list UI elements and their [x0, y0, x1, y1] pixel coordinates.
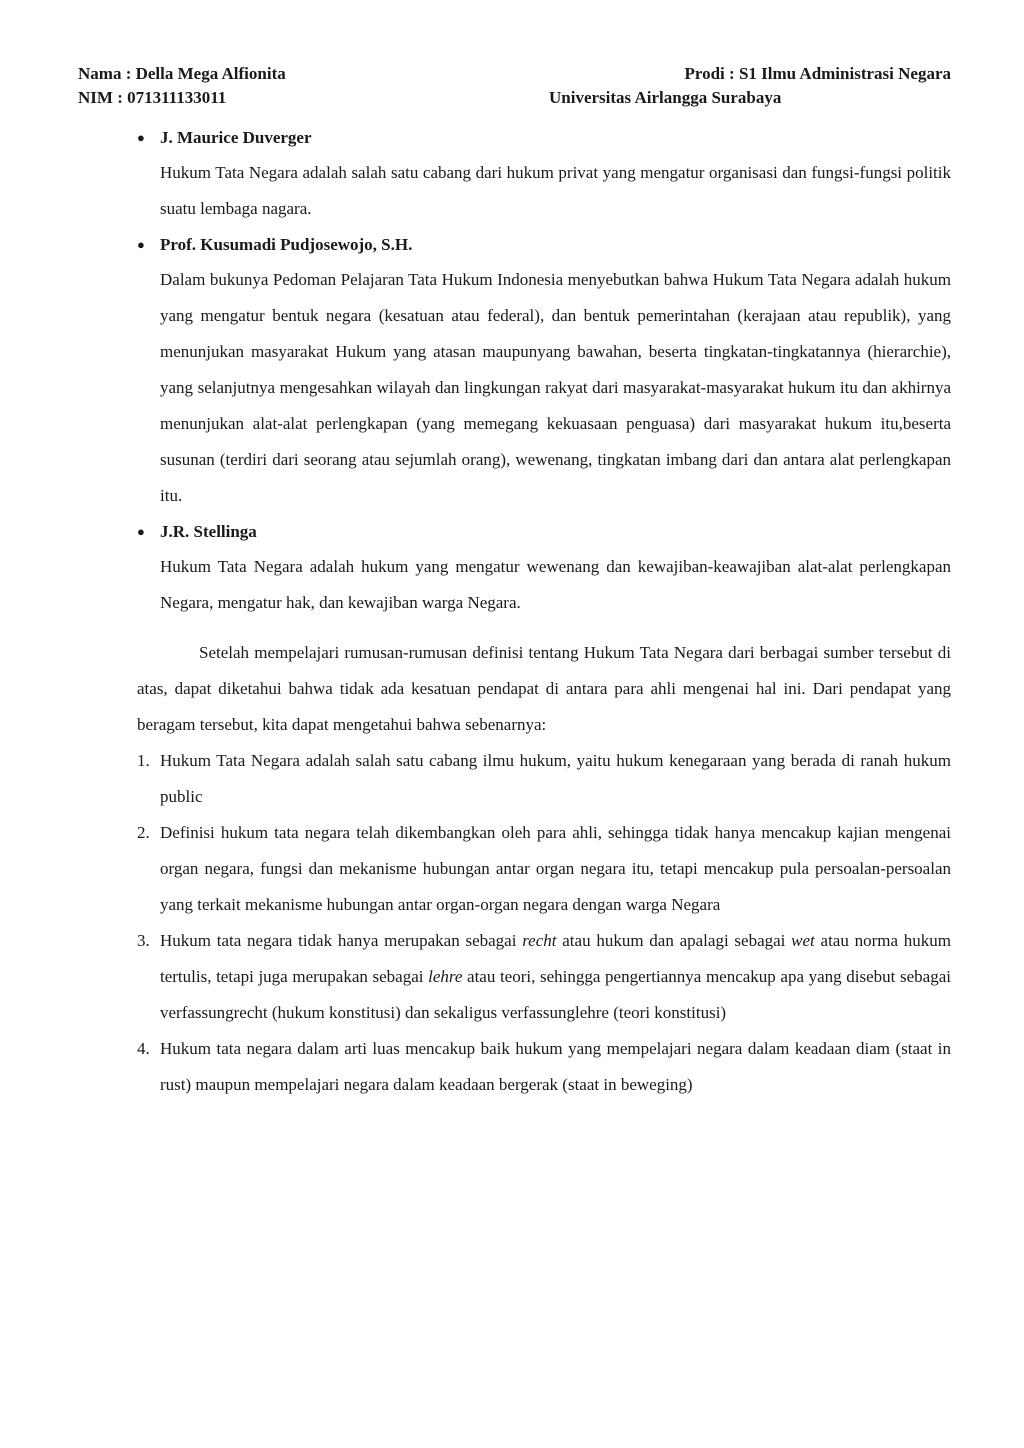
student-nim: NIM : 071311133011 — [78, 88, 227, 107]
italic-term: lehre — [428, 967, 463, 986]
point-number: 4. — [137, 1039, 150, 1058]
bullet-icon: ● — [137, 524, 145, 539]
expert-definition-text: Hukum Tata Negara adalah hukum yang mengatur wewenang dan kewajiban-keawajiban alat-alat perlengkapan Negara, mengatur hak, dan kewajiban warga Negara. — [160, 557, 951, 612]
expert-name: J.R. Stellinga — [160, 522, 257, 541]
point-text: Hukum tata negara tidak hanya merupakan sebagai recht atau hukum dan apalagi sebagai wet atau norma hukum tertulis, tetapi juga merupakan sebagai lehre atau teori, sehingga pengertiannya mencakup apa yang disebut sebagai verfassungrecht (hukum konstitusi) dan sekaligus verfassunglehre (teori konstitusi) — [160, 931, 952, 1022]
numbered-point — [137, 743, 951, 815]
expert-name: J. Maurice Duverger — [160, 128, 312, 147]
bullet-icon: ● — [137, 130, 145, 145]
university-name: Universitas Airlangga Surabaya — [549, 88, 782, 107]
expert-definition-kusumadi — [137, 227, 951, 514]
point-text: Hukum tata negara dalam arti luas mencakup baik hukum yang mempelajari negara dalam keadaan diam (staat in rust) maupun mempelajari negara dalam keadaan bergerak (staat in beweging) — [160, 1039, 951, 1094]
study-program: Prodi : S1 Ilmu Administrasi Negara — [684, 64, 951, 83]
point-text: Definisi hukum tata negara telah dikembangkan oleh para ahli, sehingga tidak hanya mencakup kajian mengenai organ negara, fungsi dan mekanisme hubungan antar organ negara itu, tetapi mencakup pula persoalan-persoalan yang terkait mekanisme hubungan antar organ-organ negara dengan warga Negara — [160, 823, 951, 914]
numbered-point — [137, 1031, 951, 1103]
point-number: 2. — [137, 823, 150, 842]
expert-definition-duverger — [137, 120, 951, 227]
point-number: 1. — [137, 751, 150, 770]
summary-paragraph: Setelah mempelajari rumusan-rumusan definisi tentang Hukum Tata Negara dari berbagai sumber tersebut di atas, dapat diketahui bahwa tidak ada kesatuan pendapat di antara para ahli mengenai hal ini. Dari pendapat yang beragam tersebut, kita dapat mengetahui bahwa sebenarnya: — [137, 643, 951, 734]
point-text: Hukum Tata Negara adalah salah satu cabang ilmu hukum, yaitu hukum kenegaraan yang berada di ranah hukum public — [160, 751, 951, 806]
expert-definition-text: Hukum Tata Negara adalah salah satu cabang dari hukum privat yang mengatur organisasi dan fungsi-fungsi politik suatu lembaga nagara. — [160, 163, 951, 218]
italic-term: recht — [522, 931, 557, 950]
student-name: Nama : Della Mega Alfionita — [78, 64, 286, 83]
expert-definition-stellinga — [137, 514, 951, 621]
italic-term: wet — [791, 931, 815, 950]
expert-name: Prof. Kusumadi Pudjosewojo, S.H. — [160, 235, 413, 254]
point-number: 3. — [137, 931, 150, 950]
numbered-point — [137, 923, 951, 1031]
document-body — [137, 120, 951, 1103]
bullet-icon: ● — [137, 237, 145, 252]
expert-definition-text: Dalam bukunya Pedoman Pelajaran Tata Hukum Indonesia menyebutkan bahwa Hukum Tata Negara adalah hukum yang mengatur bentuk negara (kesatuan atau federal), dan bentuk pemerintahan (kerajaan atau republik), yang menunjukan masyarakat Hukum yang atasan maupunyang bawahan, beserta tingkatan-tingkatannya (hierarchie), yang selanjutnya mengesahkan wilayah dan lingkungan rakyat dari masyarakat-masyarakat hukum itu dan akhirnya menunjukan alat-alat perlengkapan (yang memegang kekuasaan penguasa) dari masyarakat hukum itu,beserta susunan (terdiri dari seorang atau sejumlah orang), wewenang, tingkatan imbang dari dan antara alat perlengkapan itu. — [160, 270, 951, 505]
numbered-point — [137, 815, 951, 923]
